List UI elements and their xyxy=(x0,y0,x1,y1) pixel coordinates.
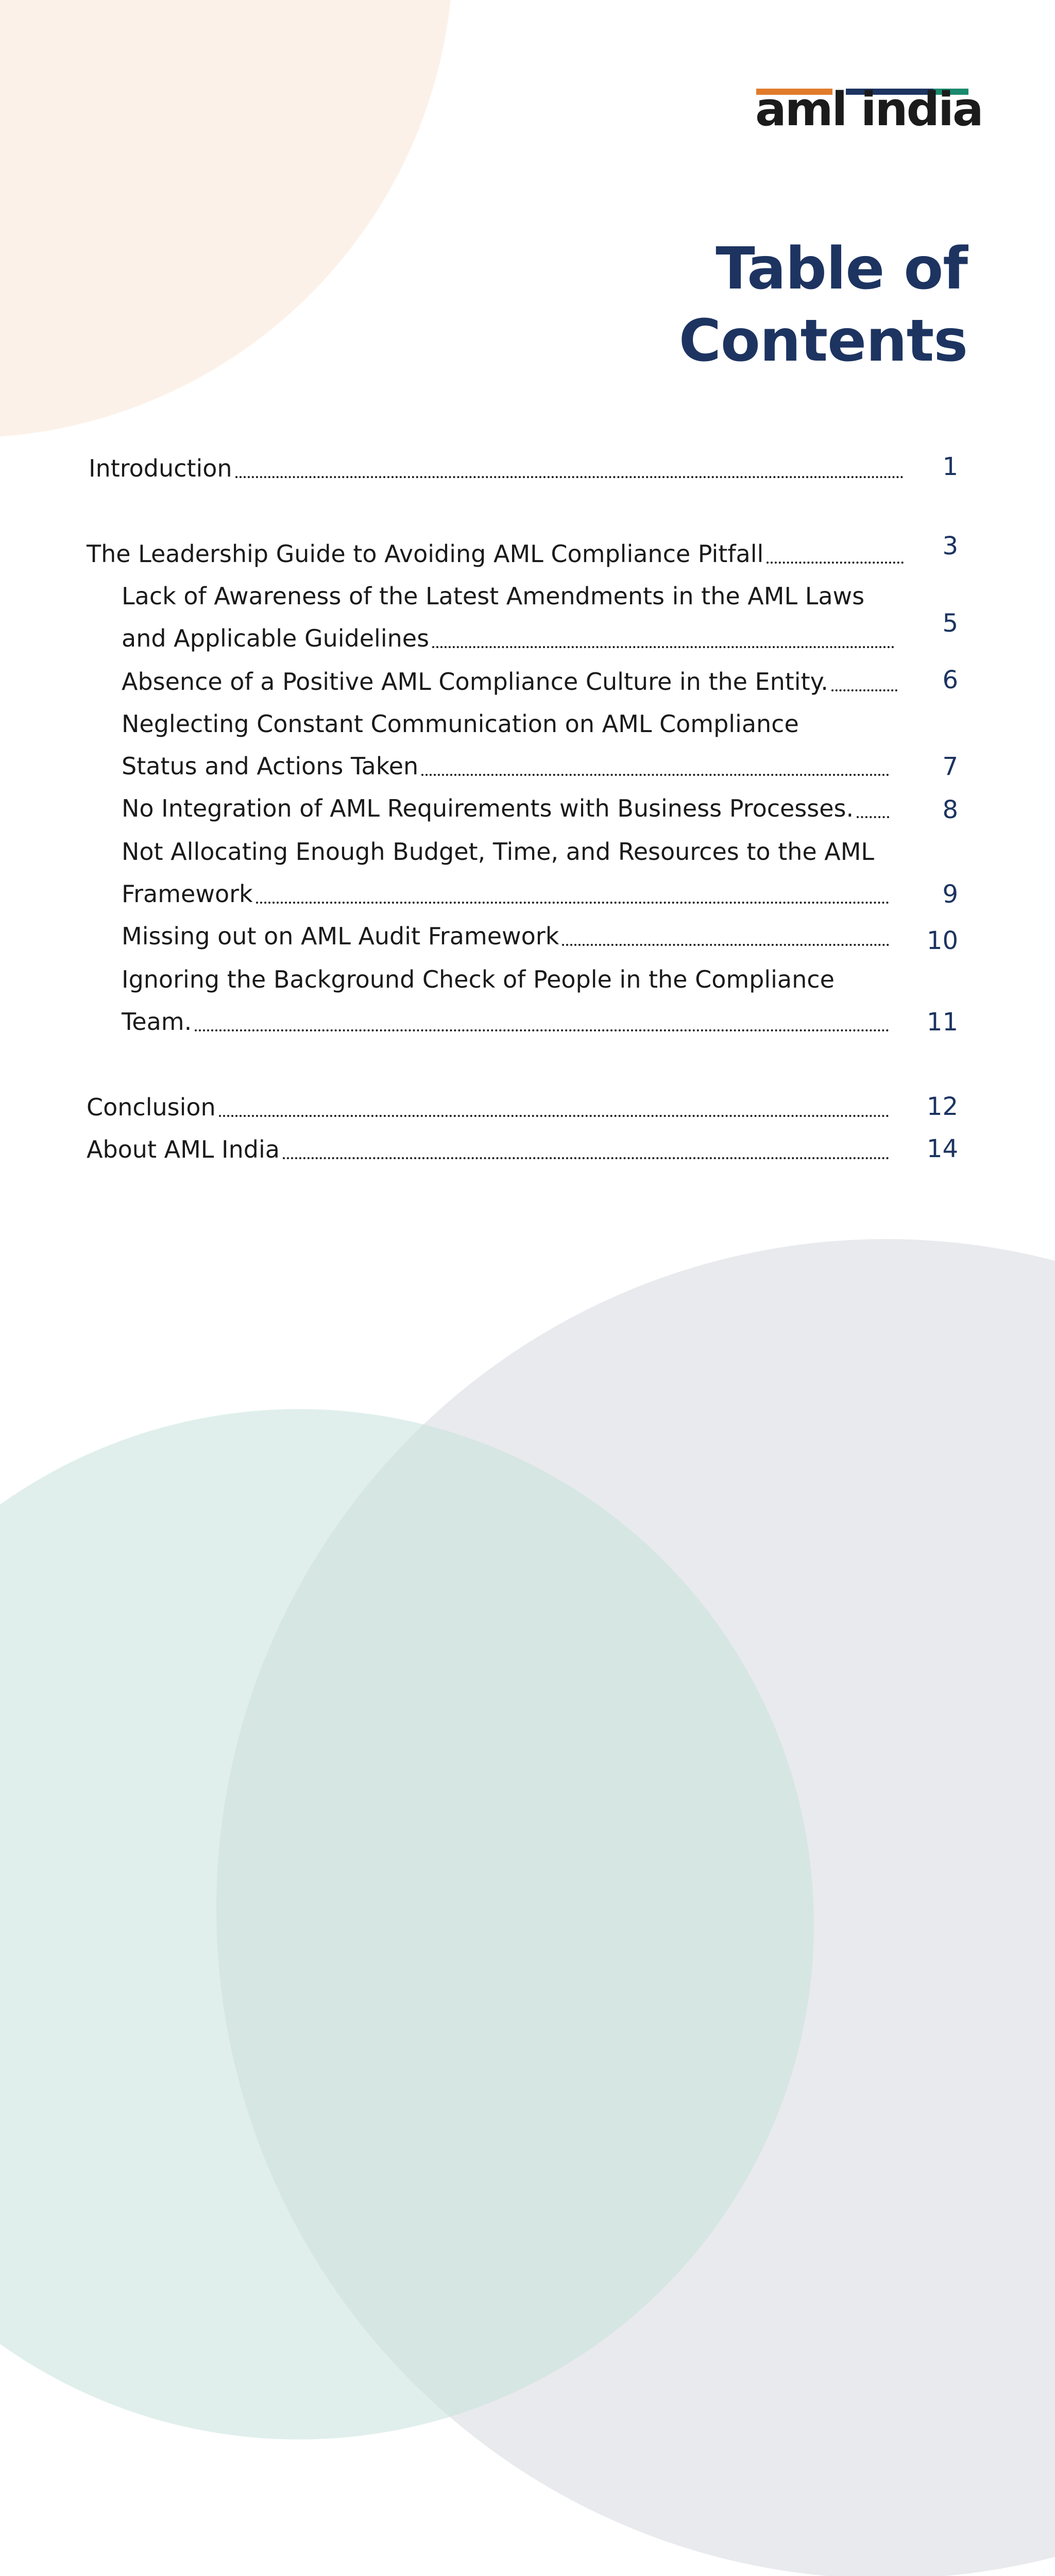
toc-leader-dots xyxy=(857,816,889,818)
toc-label: Absence of a Positive AML Compliance Culture in the Entity. xyxy=(122,668,828,696)
toc-label: Framework xyxy=(122,880,253,908)
toc-leader-dots xyxy=(195,1029,889,1031)
toc-leader-dots xyxy=(235,476,904,478)
toc-label: Status and Actions Taken xyxy=(122,752,419,780)
toc-label: No Integration of AML Requirements with Business Processes. xyxy=(122,794,854,822)
toc-label-line-1: Lack of Awareness of the Latest Amendments in the AML Laws xyxy=(122,582,865,610)
toc-leader-dots xyxy=(562,944,889,946)
toc-page-number: 12 xyxy=(926,1092,958,1121)
toc-label: Introduction xyxy=(89,454,232,482)
toc-leader-dots xyxy=(256,902,889,904)
toc-leader-dots xyxy=(421,774,889,776)
toc-page-number: 14 xyxy=(926,1134,958,1163)
toc-label-line-1: Ignoring the Background Check of People in the Compliance xyxy=(122,965,835,993)
aml-india-logo xyxy=(755,82,982,137)
toc-label: Missing out on AML Audit Framework xyxy=(122,922,559,950)
toc-page-number: 6 xyxy=(942,666,958,694)
toc-leader-dots xyxy=(219,1115,889,1117)
toc-page-number: 5 xyxy=(942,609,958,638)
toc-label: About AML India xyxy=(87,1136,280,1163)
page-title-line-1: Table of xyxy=(716,235,967,302)
logo-text: aml india xyxy=(755,82,982,137)
toc-page-number: 1 xyxy=(942,452,958,481)
toc-page-number: 8 xyxy=(942,795,958,824)
toc-label: The Leadership Guide to Avoiding AML Compliance Pitfall xyxy=(87,540,764,568)
toc-label: and Applicable Guidelines xyxy=(122,624,430,652)
page-title xyxy=(679,233,967,377)
toc-page-number: 11 xyxy=(926,1008,958,1037)
page-title-line-2: Contents xyxy=(678,308,967,375)
toc-label: Conclusion xyxy=(87,1093,216,1121)
toc-label-line-1: Not Allocating Enough Budget, Time, and Resources to the AML xyxy=(122,838,875,866)
toc-leader-dots xyxy=(831,689,897,691)
toc-leader-dots xyxy=(432,646,894,648)
toc-leader-dots xyxy=(283,1157,889,1159)
toc-label-line-1: Neglecting Constant Communication on AML Compliance xyxy=(122,710,799,738)
toc-page-number: 7 xyxy=(942,752,958,781)
decorative-circle-peach xyxy=(0,0,453,438)
toc-leader-dots xyxy=(767,562,904,564)
toc-page-number: 10 xyxy=(926,926,958,955)
toc-page-number: 9 xyxy=(942,880,958,909)
toc-label: Team. xyxy=(122,1008,192,1036)
toc-page-number: 3 xyxy=(942,532,958,561)
